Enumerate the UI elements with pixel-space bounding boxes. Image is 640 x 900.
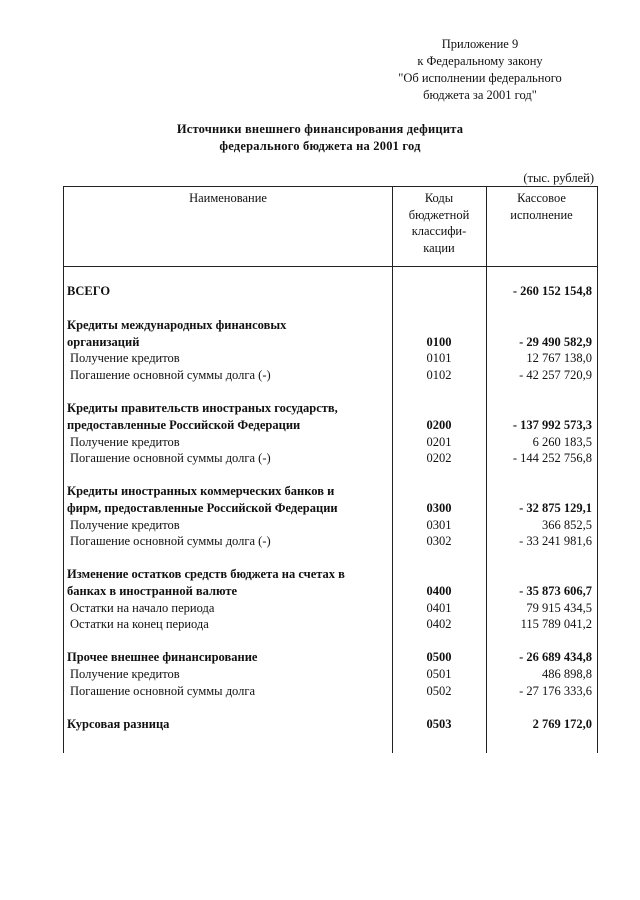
row-name: Получение кредитов: [70, 667, 180, 681]
row-name: ВСЕГО: [67, 284, 111, 298]
row-code: 0401: [426, 601, 452, 615]
row-value: - 42 257 720,9: [519, 368, 592, 382]
row-code: 0402: [426, 617, 452, 631]
row-value: - 26 689 434,8: [519, 650, 592, 664]
row-name: Кредиты правительств иностраных государств,: [67, 401, 338, 415]
row-code: 0302: [426, 534, 452, 548]
row-code: 0100: [426, 335, 452, 349]
row-name: Погашение основной суммы долга (-): [70, 451, 271, 465]
table-row: [64, 350, 597, 367]
row-code: 0101: [426, 351, 452, 365]
row-value: - 35 873 606,7: [519, 584, 592, 598]
row-name: Курсовая разница: [67, 717, 170, 731]
row-value: 486 898,8: [542, 667, 592, 681]
row-code: 0201: [426, 435, 452, 449]
row-name: Изменение остатков средств бюджета на счетах в: [67, 567, 345, 581]
row-value: - 27 176 333,6: [519, 684, 592, 698]
row-value: 2 769 172,0: [532, 717, 592, 731]
row-value: 79 915 434,5: [526, 601, 592, 615]
row-code: 0400: [426, 584, 452, 598]
table-row: [64, 616, 597, 633]
row-value: 12 767 138,0: [526, 351, 592, 365]
document-title: [100, 121, 540, 155]
header-codes: [392, 190, 486, 256]
header-execution-line: Кассовое: [517, 191, 566, 205]
header-codes-line: Коды: [424, 191, 454, 205]
header-divider: [64, 266, 597, 267]
table-row: [64, 649, 597, 666]
row-value: 6 260 183,5: [532, 435, 592, 449]
appendix-line: "Об исполнении федерального: [398, 71, 562, 85]
header-codes-line: кации: [423, 240, 455, 255]
table-row: [64, 283, 597, 300]
row-name: Погашение основной суммы долга (-): [70, 534, 271, 548]
table-row: [64, 683, 597, 700]
row-code: 0102: [426, 368, 452, 382]
units-label: (тыс. рублей): [523, 171, 594, 185]
row-value: 115 789 041,2: [520, 617, 592, 631]
table-row: [64, 417, 597, 434]
row-code: 0503: [426, 717, 452, 731]
row-value: - 32 875 129,1: [519, 501, 592, 515]
title-line: Источники внешнего финансирования дефицита: [176, 122, 464, 136]
row-name: Кредиты иностранных коммерческих банков и: [67, 484, 335, 498]
table-row: [64, 583, 597, 600]
table-row: [64, 334, 597, 351]
row-value: - 137 992 573,3: [512, 418, 592, 432]
row-name: Погашение основной суммы долга (-): [70, 368, 271, 382]
appendix-header: [360, 36, 600, 104]
row-name: Получение кредитов: [70, 518, 180, 532]
table-row: [64, 500, 597, 517]
row-name: Кредиты международных финансовых: [67, 318, 287, 332]
row-code: 0500: [426, 650, 452, 664]
table-row: [64, 400, 597, 417]
row-name: Остатки на начало периода: [70, 601, 215, 615]
header-name: Наименование: [189, 191, 267, 205]
table-row: [64, 434, 597, 451]
row-name: Остатки на конец периода: [70, 617, 209, 631]
table-row: [64, 716, 597, 733]
appendix-line: к Федеральному закону: [417, 54, 543, 68]
header-codes-line: классифи-: [411, 224, 467, 238]
row-name: банках в иностранной валюте: [67, 584, 238, 598]
row-name: организаций: [67, 335, 140, 349]
row-code: 0301: [426, 518, 452, 532]
row-value: - 260 152 154,8: [512, 284, 592, 298]
table-row: [64, 517, 597, 534]
table-row: [64, 450, 597, 467]
row-code: 0200: [426, 418, 452, 432]
header-execution: [486, 190, 597, 223]
row-value: - 29 490 582,9: [519, 335, 592, 349]
table-row: [64, 317, 597, 334]
row-name: Погашение основной суммы долга: [70, 684, 256, 698]
row-code: 0502: [426, 684, 452, 698]
header-codes-line: бюджетной: [408, 207, 470, 222]
table-row: [64, 566, 597, 583]
table-row: [64, 666, 597, 683]
row-name: Прочее внешнее финансирование: [67, 650, 258, 664]
row-value: - 144 252 756,8: [512, 451, 592, 465]
table-row: [64, 483, 597, 500]
row-code: 0300: [426, 501, 452, 515]
table-row: [64, 600, 597, 617]
row-name: предоставленные Российской Федерации: [67, 418, 301, 432]
row-name: фирм, предоставленные Российской Федерации: [67, 501, 338, 515]
row-value: 366 852,5: [542, 518, 592, 532]
row-value: - 33 241 981,6: [519, 534, 592, 548]
table-row: [64, 533, 597, 550]
row-code: 0202: [426, 451, 452, 465]
financing-table: [63, 186, 598, 753]
row-name: Получение кредитов: [70, 351, 180, 365]
header-execution-line: исполнение: [510, 207, 573, 222]
appendix-line: Приложение 9: [441, 37, 519, 51]
title-line: федерального бюджета на 2001 год: [219, 139, 421, 153]
row-code: 0501: [426, 667, 452, 681]
table-row: [64, 367, 597, 384]
row-name: Получение кредитов: [70, 435, 180, 449]
appendix-line: бюджета за 2001 год": [423, 88, 537, 102]
